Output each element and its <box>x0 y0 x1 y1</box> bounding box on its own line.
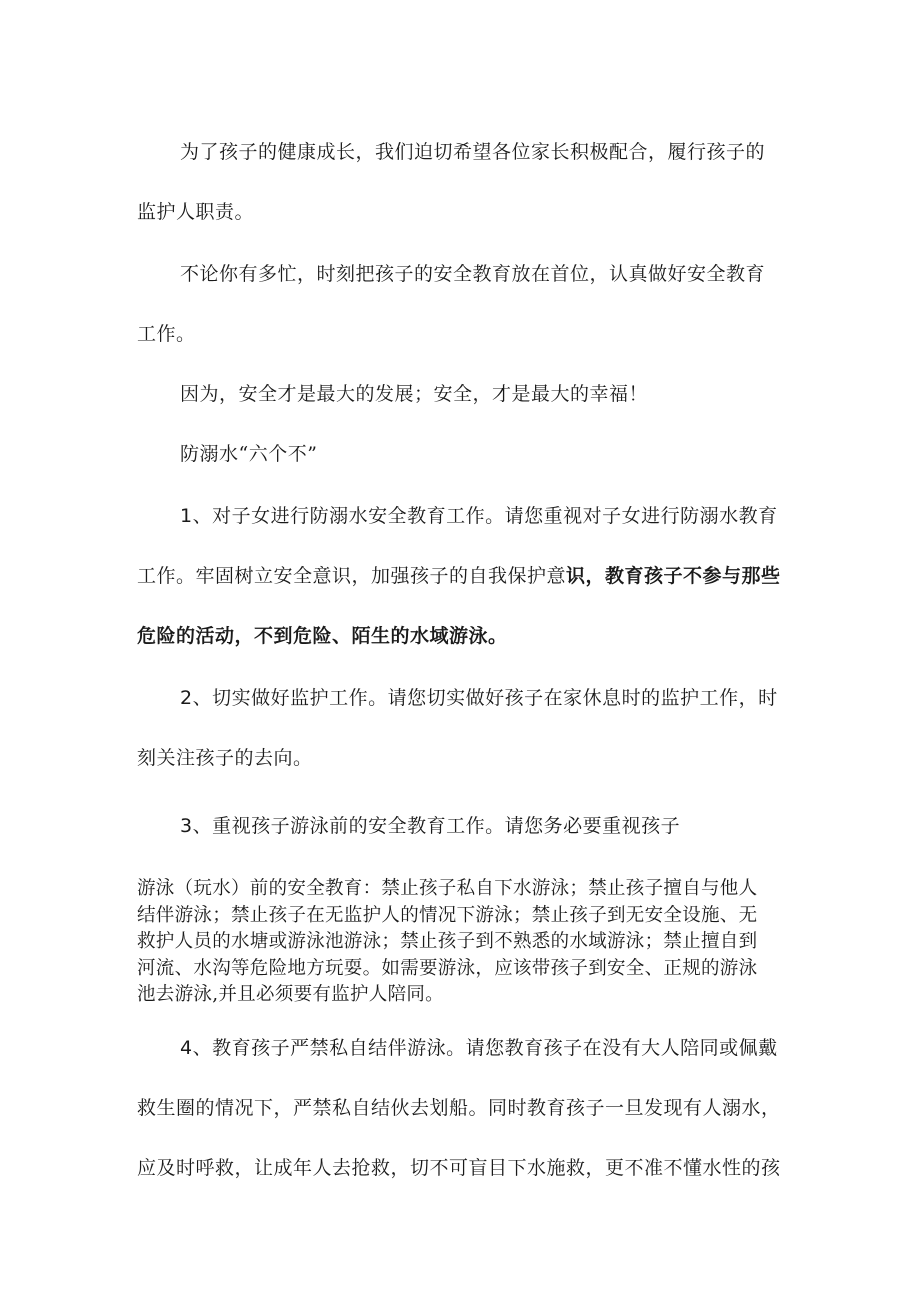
dense-line: 救护人员的水塘或游泳池游泳；禁止孩子到不熟悉的水域游泳；禁止擅自到 <box>137 931 758 952</box>
list-text: 、对子女进行防溺水安全教育工作。请您重视对子女进行防溺水教育 <box>192 505 778 527</box>
list-item-2 <box>180 686 778 710</box>
plain-text: 工作。牢固树立安全意识，加强孩子的自我保护意 <box>137 565 567 587</box>
list-item-4 <box>180 1036 778 1060</box>
bold-line: 危险的活动，不到危险、陌生的水域游泳。 <box>137 625 508 647</box>
dense-line: 游泳（玩水）前的安全教育：禁止孩子私自下水游泳；禁止孩子擅自与他人 <box>137 878 758 899</box>
list-item-3 <box>180 814 680 838</box>
paragraph-line: 不论你有多忙，时刻把孩子的安全教育放在首位，认真做好安全教育 <box>180 263 766 285</box>
paragraph-line: 工作。 <box>137 323 196 345</box>
list-number: 4 <box>180 1037 193 1059</box>
bold-text: 识，教育孩子不参与那些 <box>566 565 781 587</box>
list-number: 3 <box>180 815 193 837</box>
paragraph-line: 刻关注孩子的去向。 <box>137 747 313 769</box>
paragraph-line: 监护人职责。 <box>137 201 255 223</box>
paragraph-line: 因为，安全才是最大的发展；安全，才是最大的幸福！ <box>180 383 649 405</box>
section-heading: 防溺水“六个不” <box>180 443 318 465</box>
list-text: 、教育孩子严禁私自结伴游泳。请您教育孩子在没有大人陪同或佩戴 <box>192 1037 778 1059</box>
list-number: 2 <box>180 687 193 709</box>
dense-line: 结伴游泳；禁止孩子在无监护人的情况下游泳；禁止孩子到无安全设施、无 <box>137 904 758 926</box>
list-item-1 <box>180 504 778 528</box>
paragraph-line: 应及时呼救，让成年人去抢救，切不可盲目下水施救，更不准不懂水性的孩 <box>137 1157 781 1179</box>
paragraph-line: 为了孩子的健康成长，我们迫切希望各位家长积极配合，履行孩子的 <box>180 141 766 163</box>
dense-paragraph <box>137 876 797 1009</box>
list-text: 、重视孩子游泳前的安全教育工作。请您务必要重视孩子 <box>192 815 681 837</box>
dense-line: 河流、水沟等危险地方玩耍。如需要游泳，应该带孩子到安全、正规的游泳 <box>137 957 758 979</box>
list-number: 1 <box>180 505 193 527</box>
dense-line: 池去游泳,并且必须要有监护人陪同。 <box>137 984 444 1005</box>
paragraph-line <box>137 564 781 588</box>
list-text: 、切实做好监护工作。请您切实做好孩子在家休息时的监护工作，时 <box>192 687 778 709</box>
paragraph-line: 救生圈的情况下，严禁私自结伙去划船。同时教育孩子一旦发现有人溺水， <box>137 1097 781 1119</box>
